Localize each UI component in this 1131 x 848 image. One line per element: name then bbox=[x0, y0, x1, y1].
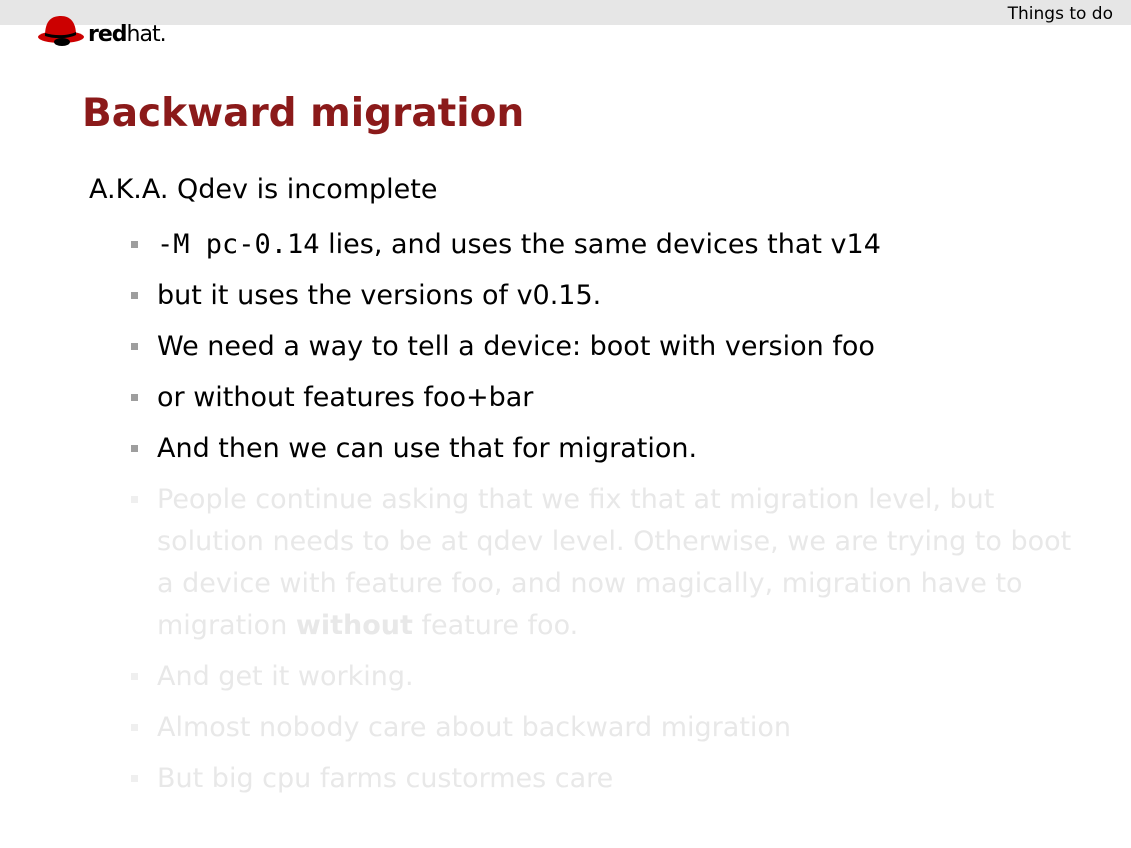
bullet-text: or without features foo+bar bbox=[157, 382, 534, 413]
bullet-item-faded bbox=[128, 707, 1088, 749]
slide-title: Backward migration bbox=[82, 91, 525, 136]
bullet-item bbox=[128, 326, 1088, 368]
bullet-item-faded bbox=[128, 479, 1088, 647]
bullet-text: We need a way to tell a device: boot with version foo bbox=[157, 331, 875, 362]
bullet-text: Almost nobody care about backward migration bbox=[157, 712, 792, 743]
redhat-logo bbox=[36, 14, 166, 48]
shadowman-hat-icon bbox=[36, 14, 86, 48]
bullet-list bbox=[128, 224, 1088, 809]
bullet-text: And then we can use that for migration. bbox=[157, 433, 698, 464]
bullet-text: but it uses the versions of v0.15. bbox=[157, 280, 602, 311]
bullet-text: lies, and uses the same devices that v14 bbox=[319, 229, 881, 260]
bullet-item-faded bbox=[128, 656, 1088, 698]
bullet-text: feature foo. bbox=[412, 610, 579, 641]
bullet-marker bbox=[131, 724, 138, 731]
bullet-marker bbox=[131, 394, 138, 401]
bullet-marker bbox=[131, 445, 138, 452]
logo-wordmark: redhat. bbox=[88, 21, 166, 47]
bullet-item-faded bbox=[128, 758, 1088, 800]
bullet-marker bbox=[131, 775, 138, 782]
bullet-marker bbox=[131, 343, 138, 350]
bullet-marker bbox=[131, 292, 138, 299]
bullet-marker bbox=[131, 673, 138, 680]
bullet-text: People continue asking that we fix that at migration level, but solution needs to be at qdev level. Otherwise, we are trying to boot a device with feature foo, and now magically, migration have to migration bbox=[157, 484, 1072, 641]
bullet-text: But big cpu farms custormes care bbox=[157, 763, 614, 794]
bullet-item bbox=[128, 377, 1088, 419]
bullet-item bbox=[128, 428, 1088, 470]
bullet-item bbox=[128, 275, 1088, 317]
code-snippet: -M pc-0.14 bbox=[157, 229, 320, 260]
section-title: Things to do bbox=[1007, 4, 1113, 24]
bullet-marker bbox=[131, 496, 138, 503]
header-bar bbox=[0, 0, 1131, 25]
bullet-text-bold: without bbox=[295, 610, 413, 641]
intro-line: A.K.A. Qdev is incomplete bbox=[89, 174, 438, 205]
bullet-text: And get it working. bbox=[157, 661, 414, 692]
bullet-marker bbox=[131, 241, 138, 248]
bullet-item bbox=[128, 224, 1088, 266]
